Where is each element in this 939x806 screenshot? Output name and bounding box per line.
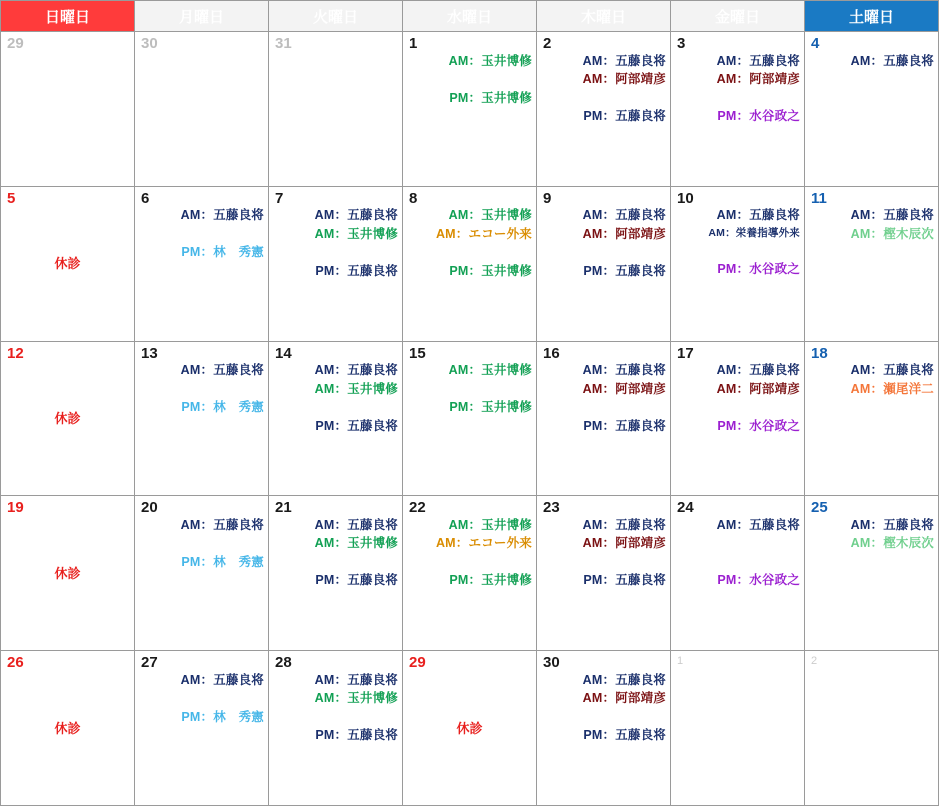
schedule-entry: AM：五藤良将: [850, 53, 934, 68]
schedule-entry: AM：樫木辰次: [850, 226, 934, 241]
day-entries: [537, 53, 670, 123]
day-number: 12: [7, 344, 24, 362]
day-number: 27: [141, 654, 158, 672]
schedule-entry: PM：五藤良将: [315, 728, 398, 743]
calendar-day-cell[interactable]: [1, 186, 135, 341]
day-number: 24: [677, 499, 694, 517]
calendar-day-cell[interactable]: [671, 651, 805, 806]
schedule-entry: AM：樫木辰次: [850, 536, 934, 551]
schedule-entry: PM：玉井博修: [449, 400, 532, 415]
day-entries: [269, 672, 402, 742]
schedule-entry: AM：エコー外来: [435, 536, 532, 551]
day-number: 25: [811, 499, 828, 517]
calendar-day-cell[interactable]: [269, 651, 403, 806]
day-number: 11: [811, 189, 827, 207]
day-number: 22: [409, 499, 426, 517]
day-entries: [135, 517, 268, 569]
closed-label: 休診: [54, 720, 81, 736]
day-number: 31: [275, 35, 292, 52]
weekday-header-4: 木曜日: [537, 1, 671, 32]
weekday-header-3: 水曜日: [403, 1, 537, 32]
day-entries: [805, 362, 938, 395]
day-number: 30: [543, 654, 560, 672]
schedule-entry: AM：五藤良将: [582, 363, 666, 378]
schedule-entry: PM：五藤良将: [315, 418, 398, 433]
calendar-week-row: [1, 32, 939, 187]
schedule-entry: PM：玉井博修: [449, 90, 532, 105]
schedule-entry: AM：五藤良将: [716, 363, 800, 378]
schedule-entry: PM：五藤良将: [583, 418, 666, 433]
closed-label: 休診: [54, 565, 81, 581]
schedule-entry: AM：玉井博修: [314, 691, 398, 706]
calendar-day-cell[interactable]: [671, 341, 805, 496]
day-number: 5: [7, 189, 16, 207]
schedule-entry: PM：水谷政之: [717, 418, 800, 433]
schedule-entry: AM：阿部靖彦: [582, 536, 666, 551]
schedule-entry: AM：阿部靖彦: [582, 72, 666, 86]
schedule-entry: AM：阿部靖彦: [716, 381, 800, 396]
day-number: 26: [7, 654, 24, 672]
schedule-entry: AM：阿部靖彦: [582, 226, 666, 241]
closed-label: 休診: [456, 720, 483, 736]
day-number: 23: [543, 499, 560, 517]
calendar-day-cell[interactable]: [1, 651, 135, 806]
schedule-entry: AM：阿部靖彦: [582, 381, 666, 396]
calendar-day-cell[interactable]: [671, 32, 805, 187]
day-entries: [671, 517, 804, 587]
day-number: 1: [409, 35, 418, 52]
schedule-entry: AM：阿部靖彦: [716, 72, 800, 86]
calendar-week-row: [1, 186, 939, 341]
calendar-day-cell[interactable]: [537, 186, 671, 341]
schedule-entry: PM：五藤良将: [315, 573, 398, 588]
day-entries: [537, 517, 670, 587]
schedule-entry: PM：五藤良将: [315, 263, 398, 278]
day-entries: [403, 362, 536, 414]
schedule-entry: AM：五藤良将: [716, 208, 800, 223]
schedule-entry: AM：玉井博修: [448, 517, 532, 532]
schedule-entry: AM：五藤良将: [582, 517, 666, 532]
calendar-week-row: [1, 496, 939, 651]
schedule-entry: AM：玉井博修: [448, 53, 532, 68]
schedule-entry: AM：五藤良将: [582, 208, 666, 223]
calendar-day-cell[interactable]: [805, 651, 939, 806]
day-number: 2: [811, 655, 818, 668]
calendar-day-cell[interactable]: [1, 496, 135, 651]
schedule-entry: PM：五藤良将: [583, 728, 666, 743]
schedule-entry: AM：玉井博修: [314, 381, 398, 396]
schedule-entry: AM：玉井博修: [314, 536, 398, 551]
weekday-header-6: 土曜日: [805, 1, 939, 32]
closed-label: 休診: [54, 411, 81, 427]
schedule-entry: AM：五藤良将: [180, 208, 264, 223]
schedule-entry: AM：五藤良将: [314, 363, 398, 378]
calendar-day-cell[interactable]: [135, 341, 269, 496]
day-entries: [671, 362, 804, 432]
schedule-entry: AM：五藤良将: [716, 53, 800, 68]
calendar-day-cell[interactable]: [269, 186, 403, 341]
calendar-day-cell[interactable]: [537, 32, 671, 187]
schedule-entry: AM：五藤良将: [850, 363, 934, 378]
day-number: 18: [811, 344, 828, 362]
schedule-entry: AM：五藤良将: [314, 672, 398, 687]
day-entries: [671, 207, 804, 275]
schedule-entry: PM：玉井博修: [449, 573, 532, 588]
weekday-header-0: 日曜日: [1, 1, 135, 32]
day-number: 7: [275, 189, 284, 207]
day-number: 6: [141, 189, 150, 207]
calendar-day-cell[interactable]: [269, 32, 403, 187]
day-number: 16: [543, 344, 560, 362]
calendar-day-cell[interactable]: [805, 341, 939, 496]
weekday-header-2: 火曜日: [269, 1, 403, 32]
calendar-header-row: [1, 1, 939, 32]
calendar-day-cell[interactable]: [1, 32, 135, 187]
day-number: 15: [409, 344, 426, 362]
calendar-day-cell[interactable]: [135, 186, 269, 341]
schedule-entry: AM：五藤良将: [582, 672, 666, 687]
schedule-entry: AM：阿部靖彦: [582, 691, 666, 706]
day-entries: [805, 53, 938, 68]
schedule-entry: AM：玉井博修: [448, 208, 532, 223]
day-entries: [403, 207, 536, 277]
calendar-week-row: [1, 341, 939, 496]
day-entries: [537, 672, 670, 742]
calendar-day-cell[interactable]: [403, 341, 537, 496]
day-number: 2: [543, 35, 552, 52]
day-number: 19: [7, 499, 24, 517]
calendar-day-cell[interactable]: [1, 341, 135, 496]
day-entries: [805, 207, 938, 240]
day-number: 1: [677, 655, 684, 668]
day-number: 8: [409, 189, 418, 207]
calendar-body: [1, 32, 939, 806]
day-number: 4: [811, 35, 820, 52]
day-entries: [269, 207, 402, 277]
schedule-entry: PM：水谷政之: [717, 261, 800, 276]
schedule-entry: AM：エコー外来: [435, 226, 532, 241]
schedule-entry: AM：玉井博修: [448, 363, 532, 378]
calendar-day-cell[interactable]: [135, 32, 269, 187]
day-number: 13: [141, 344, 158, 362]
schedule-entry: AM：五藤良将: [850, 517, 934, 532]
calendar-day-cell[interactable]: [403, 651, 537, 806]
schedule-entry: PM：五藤良将: [583, 573, 666, 588]
calendar-day-cell[interactable]: [135, 496, 269, 651]
schedule-entry: AM：玉井博修: [314, 226, 398, 241]
closed-label: 休診: [54, 256, 81, 272]
schedule-entry: PM：玉井博修: [449, 263, 532, 278]
schedule-entry: AM：五藤良将: [582, 53, 666, 68]
day-entries: [671, 53, 804, 123]
calendar-day-cell[interactable]: [805, 496, 939, 651]
schedule-entry: AM：五藤良将: [850, 208, 934, 223]
calendar-week-row: [1, 651, 939, 806]
day-number: 30: [141, 35, 158, 52]
day-entries: [135, 362, 268, 414]
calendar-day-cell[interactable]: [269, 496, 403, 651]
day-number: 21: [275, 499, 292, 517]
schedule-entry: AM：五藤良将: [314, 208, 398, 223]
day-number: 3: [677, 35, 686, 52]
day-entries: [135, 672, 268, 724]
day-entries: [805, 517, 938, 550]
calendar-day-cell[interactable]: [671, 496, 805, 651]
calendar-day-cell[interactable]: [537, 341, 671, 496]
calendar-day-cell[interactable]: [135, 651, 269, 806]
day-number: 29: [409, 654, 426, 672]
day-entries: [269, 517, 402, 587]
schedule-entry: PM：林 秀憲: [181, 709, 264, 724]
day-entries: [537, 362, 670, 432]
schedule-entry: AM：五藤良将: [180, 363, 264, 378]
day-number: 20: [141, 499, 158, 517]
schedule-entry: PM：五藤良将: [583, 263, 666, 278]
schedule-entry: PM：水谷政之: [717, 109, 800, 123]
calendar-day-cell[interactable]: [403, 496, 537, 651]
schedule-entry: AM：五藤良将: [180, 517, 264, 532]
day-entries: [537, 207, 670, 277]
schedule-entry: PM：林 秀憲: [181, 400, 264, 415]
day-number: 28: [275, 654, 292, 672]
day-entries: [135, 207, 268, 259]
day-entries: [403, 517, 536, 587]
weekday-header-1: 月曜日: [135, 1, 269, 32]
schedule-entry: AM：五藤良将: [180, 672, 264, 687]
day-entries: [403, 53, 536, 105]
calendar-day-cell[interactable]: [805, 186, 939, 341]
day-number: 14: [275, 344, 292, 362]
day-number: 29: [7, 35, 24, 52]
calendar-day-cell[interactable]: [671, 186, 805, 341]
day-number: 9: [543, 189, 552, 207]
calendar-day-cell[interactable]: [403, 32, 537, 187]
schedule-entry: PM：五藤良将: [583, 109, 666, 123]
calendar-day-cell[interactable]: [805, 32, 939, 187]
schedule-entry: AM：瀬尾洋二: [850, 381, 934, 396]
schedule-entry: PM：林 秀憲: [181, 245, 264, 260]
schedule-entry: AM：栄養指導外来: [708, 226, 800, 239]
schedule-entry: PM：林 秀憲: [181, 554, 264, 569]
calendar-day-cell[interactable]: [537, 651, 671, 806]
schedule-entry: AM：五藤良将: [314, 517, 398, 532]
calendar-day-cell[interactable]: [269, 341, 403, 496]
day-number: 10: [677, 189, 694, 207]
calendar-day-cell[interactable]: [403, 186, 537, 341]
calendar-day-cell[interactable]: [537, 496, 671, 651]
day-entries: [269, 362, 402, 432]
weekday-header-5: 金曜日: [671, 1, 805, 32]
schedule-entry: PM：水谷政之: [717, 573, 800, 588]
schedule-entry: AM：五藤良将: [716, 517, 800, 532]
day-number: 17: [677, 344, 694, 362]
